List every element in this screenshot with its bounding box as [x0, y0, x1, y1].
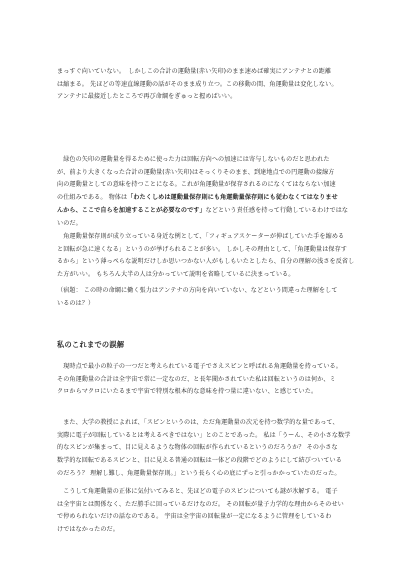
text-line: のだろう？ 理解し難し、角運動量保存則。」という長らく心の底にずっと引っかかっていたのだった。 [57, 469, 341, 477]
text-line: るから」という薄っぺらな説明だけしか思いつかない人がもしもいたとしたら、自分の理解の浅さを反省し [57, 258, 355, 266]
paragraph-7 [57, 486, 357, 537]
text-line: は全宇宙とは関係なく、ただ勝手に回っているだけなのだ。 その回転が量子力学的な理由からそのせい [57, 500, 344, 508]
text-line: けではなかったのだ。 [57, 526, 119, 534]
section-heading: 私のこれまでの誤解 [57, 340, 125, 349]
paragraph-6 [57, 417, 357, 481]
text-line: 的なスピンが集まって、目に見えるような物体の回転が作られているというのだろうか？ その小さな [57, 444, 338, 452]
text-line: 実際に電子が回転しているとは考えるべきではない」とのことであった。 私は「うーん、その小さな数学 [57, 431, 351, 439]
text-line: また、大学の教授によれば、「スピンというのは、ただ角運動量の次元を持つ数学的な量であって、 [57, 419, 339, 426]
paragraph-2 [57, 154, 357, 230]
paragraph-1 [57, 66, 357, 104]
text-run: の仕組みである。 物体は [57, 194, 128, 202]
paragraph-3 [57, 231, 357, 282]
paragraph-5 [57, 361, 357, 399]
text-line: （宿題： この時の命綱に働く張力はアンテナの方向を向いていない、などという間違った理解をして [57, 287, 338, 294]
text-line: 現時点で最小の粒子の一つだと考えられている電子でさえスピンと呼ばれる角運動量を持っている。 [57, 363, 342, 370]
text-line: 角運動量保存則が成り立っている身近な例として、「フィギュアスケーターが伸ばしていた手を縮める [57, 233, 345, 240]
text-line: こうして角運動量の正体に気付いてみると、先ほどの電子のスピンについても謎が氷解する。 電子 [57, 488, 338, 495]
text-line: が、前より大きくなった合計の運動量(赤い矢印)はそっくりそのまま、到達地点での円運動の接線方 [57, 168, 335, 176]
text-line: その角運動量の合計は全宇宙で常に一定なのだ、と長年聞かされていた私は回転というのは何か、ミ [57, 375, 336, 383]
text-line: 向の運動量としての意味を持つことになる。これが角運動量が保存されるのになくてはならない加速 [57, 181, 336, 189]
text-line: アンテナに最接近したところで再び命綱をぎゅっと握めばいい。 [57, 93, 237, 101]
text-line: いのだ。 [57, 219, 82, 227]
emphasis-text: んから、ここで自らを加速することが必要なのです」 [57, 206, 206, 214]
text-line: は縮まる。 先ほどの等速直線運動の話がそのまま成り立つ。この移動の間、角運動量は変化しない。 [57, 80, 338, 88]
text-line [57, 192, 357, 205]
text-line: た方がいい。 もちろん大半の人は分かっていて説明を省略しているに決まっている。 [57, 271, 295, 279]
paragraph-homework [57, 285, 357, 310]
text-line: 緑色の矢印の運動量を得るために使った力は回転方向への加速には寄与しないものだと思われた [57, 156, 330, 163]
text-line: 数学的な回転であるスピンと、目に見える普通の回転は一体どの段階でどのようにして結びついている [57, 457, 342, 465]
text-line: いるのは？） [57, 299, 95, 307]
text-line: まっすぐ向いていない。 しかしこの合計の運動量(赤い矢印)のまま速めば確実にアンテナとの距離 [57, 68, 332, 75]
text-line [57, 205, 357, 218]
emphasis-text: 「わたくしめは運動量保存則にも角運動量保存則にも従わなくてはなりませ [127, 194, 338, 202]
text-line: クロからマクロにいたるまで宇宙で特別な根本的な意味を持つ量に違いない、と感じていた。 [57, 388, 318, 396]
text-line: と回転が急に速くなる」というのが挙げられることが多い。 しかしその理由として、「角運動量は保存す [57, 245, 347, 253]
text-run: などという責任感を持って行動しているわけではな [205, 206, 349, 214]
text-line: で停められないだけの話なのである。 宇宙は全宇宙の回転量が一定になるように管理をしているわ [57, 513, 332, 521]
